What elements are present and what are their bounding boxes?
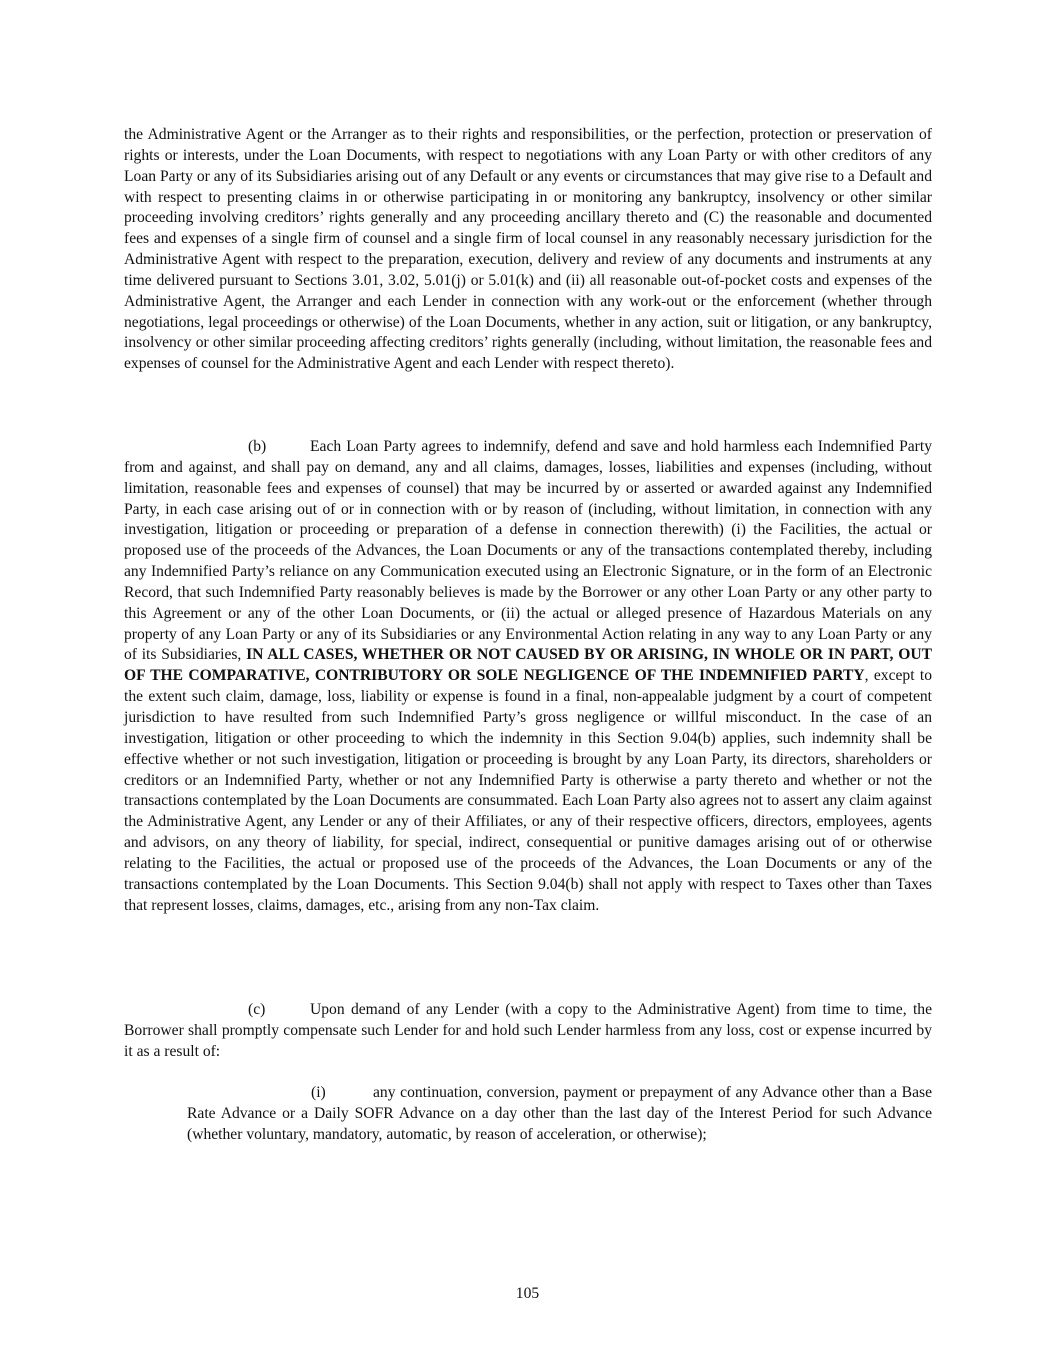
paragraph-continuation [124, 125, 932, 375]
section-b-paragraph [124, 437, 932, 916]
section-b-label: (b) [248, 438, 267, 455]
section-c-text: Upon demand of any Lender (with a copy to the Administrative Agent) from time to time, the Borrower shall promptly compensate such Lender for and hold such Lender harmless from any loss, cost or expense incurred by it as a result of: [124, 1001, 932, 1060]
section-c-i-text: any continuation, conversion, payment or prepayment of any Advance other than a Base Rate Advance or a Daily SOFR Advance on a day other than the last day of the Interest Period for such Advance (whether voluntary, mandatory, automatic, by reason of acceleration, or otherwise); [187, 1084, 932, 1143]
section-c-i-paragraph [187, 1083, 932, 1146]
section-c-label: (c) [248, 1001, 266, 1018]
section-c-paragraph [124, 1000, 932, 1063]
section-b-bold-text: IN ALL CASES, WHETHER OR NOT CAUSED BY OR ARISING, IN WHOLE OR IN PART, OUT OF THE COMPARATIVE, CONTRIBUTORY OR SOLE NEGLIGENCE OF THE INDEMNIFIED PARTY [124, 646, 932, 685]
section-b-text-after-bold: , except to the extent such claim, damage, loss, liability or expense is found in a final, non-appealable judgment by a court of competent jurisdiction to have resulted from such Indemnified Party’s gross negligence or willful misconduct. In the case of an investigation, litigation or other proceeding to which the indemnity in this Section 9.04(b) applies, such indemnity shall be effective whether or not such investigation, litigation or proceeding is brought by any Loan Party, its directors, shareholders or creditors or an Indemnified Party, whether or not any Indemnified Party is otherwise a party thereto and whether or not the transactions contemplated by the Loan Documents are consummated. Each Loan Party also agrees not to assert any claim against the Administrative Agent, any Lender or any of their Affiliates, or any of their respective officers, directors, employees, agents and advisors, on any theory of liability, for special, indirect, consequential or punitive damages arising out of or otherwise relating to the Facilities, the actual or proposed use of the proceeds of the Advances, the Loan Documents or any of the transactions contemplated by the Loan Documents. This Section 9.04(b) shall not apply with respect to Taxes other than Taxes that represent losses, claims, damages, etc., arising from any non-Tax claim. [124, 667, 933, 914]
page-number: 105 [515, 1285, 540, 1302]
section-c-i-label: (i) [311, 1084, 326, 1101]
paragraph-continuation-text: the Administrative Agent or the Arranger as to their rights and responsibilities, or the perfection, protection or preservation of rights or interests, under the Loan Documents, with respect to negotiations with any Loan Party or with other creditors of any Loan Party or any of its Subsidiaries arising out of any Default or any events or circumstances that may give rise to a Default and with respect to presenting claims in or otherwise participating in or monitoring any bankruptcy, insolvency or other similar proceeding involving creditors’ rights generally and any proceeding ancillary thereto and (C) the reasonable and documented fees and expenses of a single firm of counsel and a single firm of local counsel in any reasonably necessary jurisdiction for the Administrative Agent with respect to the preparation, execution, delivery and review of any documents and instruments at any time delivered pursuant to Sections 3.01, 3.02, 5.01(j) or 5.01(k) and (ii) all reasonable out-of-pocket costs and expenses of the Administrative Agent, the Arranger and each Lender in connection with any work-out or the enforcement (whether through negotiations, legal proceedings or otherwise) of the Loan Documents, whether in any action, suit or litigation, or any bankruptcy, insolvency or other similar proceeding affecting creditors’ rights generally (including, without limitation, the reasonable fees and expenses of counsel for the Administrative Agent and each Lender with respect thereto). [124, 126, 932, 373]
section-b-text-before-bold: Each Loan Party agrees to indemnify, defend and save and hold harmless each Indemnified Party from and against, and shall pay on demand, any and all claims, damages, losses, liabilities and expenses (including, without limitation, reasonable fees and expenses of counsel) that may be incurred by or asserted or awarded against any Indemnified Party, in each case arising out of or in connection with or by reason of (including, without limitation, in connection with any investigation, litigation or proceeding or preparation of a defense in connection therewith) (i) the Facilities, the actual or proposed use of the proceeds of the Advances, the Loan Documents or any of the transactions contemplated thereby, including any Indemnified Party’s reliance on any Communication executed using an Electronic Signature, or in the form of an Electronic Record, that such Indemnified Party reasonably believes is made by the Borrower or any other Loan Party or any other party to this Agreement or any of the other Loan Documents, or (ii) the actual or alleged presence of Hazardous Materials on any property of any Loan Party or any of its Subsidiaries or any Environmental Action relating in any way to any Loan Party or any of its Subsidiaries, [124, 438, 932, 664]
